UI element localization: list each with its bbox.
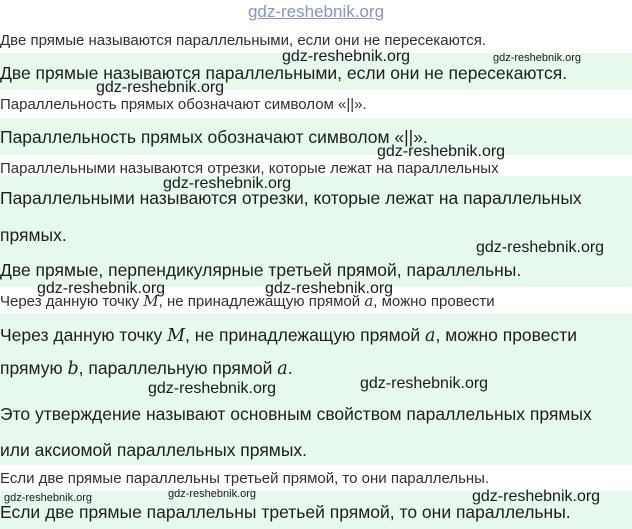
axiom-pre: Через данную точку — [0, 325, 168, 345]
point-m: M — [167, 326, 186, 346]
watermark: gdz-reshebnik.org — [360, 375, 489, 392]
watermark: gdz-reshebnik.org — [4, 492, 93, 504]
watermark: gdz-reshebnik.org — [265, 280, 394, 297]
watermark: gdz-reshebnik.org — [96, 79, 225, 96]
parallel-segments-line1: Параллельными называются отрезки, которые лежат на параллельных — [0, 188, 582, 208]
watermark: gdz-reshebnik.org — [168, 488, 257, 500]
perpendicular-theorem: Две прямые, перпендикулярные третьей прямой, параллельны. — [0, 260, 522, 280]
axiom-post: , можно провести — [435, 325, 578, 345]
axiom-name-line1: Это утверждение называют основным свойством параллельных прямых — [0, 404, 592, 424]
axiom-l2-mid: , параллельную прямой — [78, 358, 278, 378]
line-b: b — [67, 359, 79, 379]
watermark: gdz-reshebnik.org — [476, 239, 605, 256]
line-a: a — [277, 359, 288, 379]
point-m: M — [143, 292, 159, 310]
watermark: gdz-reshebnik.org — [37, 280, 166, 297]
transitivity-small: Если две прямые параллельны третьей прямой, то они параллельны. — [0, 470, 490, 487]
notation-parallel: Параллельность прямых обозначают символом «||». — [0, 127, 428, 147]
parallel-segments-line2: прямых. — [0, 225, 67, 245]
axiom-small-post: , можно провести — [373, 293, 495, 310]
watermark: gdz-reshebnik.org — [472, 488, 601, 505]
watermark: gdz-reshebnik.org — [377, 143, 506, 160]
site-title[interactable]: gdz-reshebnik.org — [247, 2, 385, 21]
line-a: a — [364, 292, 374, 310]
axiom-line2 — [0, 358, 293, 379]
definition-parallel-lines-small: Две прямые называются параллельными, если они не пересекаются. — [0, 32, 487, 49]
transitivity: Если две прямые параллельны третьей прямой, то они параллельны. — [0, 502, 571, 522]
line-a: a — [425, 326, 436, 346]
watermark: gdz-reshebnik.org — [282, 48, 411, 65]
axiom-name-line2: или аксиомой параллельных прямых. — [0, 440, 308, 460]
definition-parallel-lines: Две прямые называются параллельными, если они не пересекаются. — [0, 63, 568, 83]
parallel-segments-small: Параллельными называются отрезки, которые лежат на параллельных — [0, 160, 499, 177]
notation-parallel-small: Параллельность прямых обозначают символом «||». — [0, 96, 367, 113]
axiom-l2-end: . — [287, 358, 293, 378]
axiom-mid: , не принадлежащую прямой — [185, 325, 426, 345]
watermark: gdz-reshebnik.org — [148, 380, 277, 397]
watermark: gdz-reshebnik.org — [493, 52, 582, 64]
axiom-small-pre: Через данную точку — [0, 293, 144, 310]
watermark: gdz-reshebnik.org — [163, 175, 292, 192]
axiom-small-mid: , не принадлежащую прямой — [158, 293, 365, 310]
axiom-line1 — [0, 325, 577, 346]
axiom-l2-pre: прямую — [0, 358, 68, 378]
